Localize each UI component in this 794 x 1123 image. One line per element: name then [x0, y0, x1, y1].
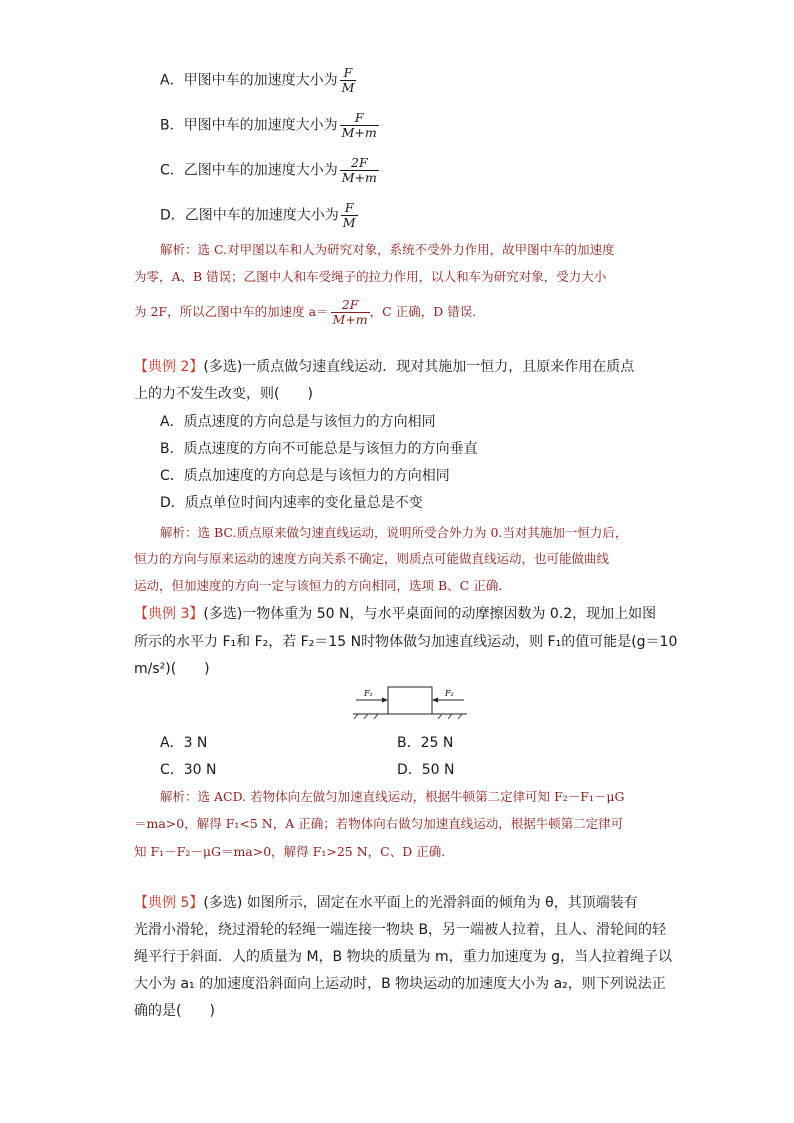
q1-option-a [160, 66, 356, 95]
q3-tag: 【典例 3】 [134, 606, 204, 622]
fraction-numerator: F [344, 200, 354, 215]
q2-tag: 【典例 2】 [134, 359, 204, 375]
q2-option-d: D．质点单位时间内速率的变化量总是不变 [160, 495, 423, 511]
q5-stem-line1 [134, 893, 638, 913]
ground-hatching [354, 714, 462, 719]
f1-arrowhead [382, 698, 388, 703]
q2-stem1: (多选)一质点做匀速直线运动．现对其施加一恒力，且原来作用在质点 [203, 359, 635, 375]
q1-option-b [160, 111, 379, 140]
q3-stem-line1 [134, 604, 656, 624]
fraction-denominator: M+m [332, 312, 368, 327]
fraction-denominator: M [341, 80, 355, 95]
q1-explanation-line3-pre: 为 2F，所以乙图中车的加速度 a＝ [134, 304, 329, 319]
fraction-numerator: 2F [351, 155, 368, 170]
q2-option-c: C．质点加速度的方向总是与该恒力的方向相同 [160, 468, 450, 484]
fraction [340, 66, 357, 95]
q2-explanation-line2: 恒力的方向与原来运动的速度方向关系不确定，则质点可能做直线运动，也可能做曲线 [134, 551, 610, 566]
q1-option-a-text: A．甲图中车的加速度大小为 [160, 72, 338, 89]
q3-stem-line2: 所示的水平力 F₁和 F₂，若 F₂＝15 N时物体做匀加速直线运动，则 F₁的值可能是(g＝10 [134, 634, 678, 650]
fraction [331, 298, 370, 327]
q3-option-c: C．30 N [160, 762, 217, 778]
q5-tag: 【典例 5】 [134, 895, 204, 911]
q3-option-d: D．50 N [397, 762, 455, 778]
q2-explanation-line3: 运动，但加速度的方向一定与该恒力的方向相同，选项 B、C 正确． [134, 578, 511, 593]
fraction-numerator: F [354, 110, 364, 125]
q3-explanation-line1: 解析：选 ACD. 若物体向左做匀加速直线运动，根据牛顿第二定律可知 F₂－F₁－μG [160, 789, 625, 804]
q1-option-c [160, 156, 379, 185]
fraction-numerator: F [343, 65, 353, 80]
fraction-numerator: 2F [341, 297, 359, 312]
q2-stem-line2: 上的力不发生改变，则( ) [134, 386, 313, 402]
q5-stem1: (多选) 如图所示，固定在水平面上的光滑斜面的倾角为 θ，其顶端装有 [203, 895, 638, 911]
q3-explanation-line2: ＝ma>0，解得 F₁<5 N，A 正确；若物体向右做匀加速直线运动，根据牛顿第二定律可 [134, 816, 624, 831]
fraction [340, 156, 379, 185]
q3-stem1: (多选)一物体重为 50 N，与水平桌面间的动摩擦因数为 0.2，现加上如图 [203, 606, 657, 622]
q2-stem-line1 [134, 357, 634, 377]
q5-stem-line5: 确的是( ) [134, 1003, 215, 1019]
q1-option-d [160, 201, 358, 230]
q2-option-b: B．质点速度的方向不可能总是与该恒力的方向垂直 [160, 441, 478, 457]
q1-option-d-text: D．乙图中车的加速度大小为 [160, 207, 339, 224]
q3-explanation-line3: 知 F₁－F₂－μG＝ma>0，解得 F₁>25 N，C、D 正确. [134, 844, 446, 859]
q1-option-c-text: C．乙图中车的加速度大小为 [160, 162, 338, 179]
q3-option-b: B．25 N [397, 735, 454, 751]
fraction-denominator: M [342, 215, 356, 230]
fraction-denominator: M+m [341, 125, 377, 140]
force-diagram [350, 684, 470, 720]
f1-label: F₁ [364, 689, 373, 698]
q2-option-a: A．质点速度的方向总是与该恒力的方向相同 [160, 414, 436, 430]
q5-stem-line2: 光滑小滑轮，绕过滑轮的轻绳一端连接一物块 B，另一端被人拉着，且人、滑轮间的轻 [134, 922, 667, 938]
block [388, 687, 432, 714]
q3-stem-line3: m/s²)( ) [134, 661, 210, 677]
q3-option-a: A．3 N [160, 735, 208, 751]
fraction-denominator: M+m [341, 170, 377, 185]
f2-label: F₂ [445, 689, 454, 698]
q5-stem-line4: 大小为 a₁ 的加速度沿斜面向上运动时，B 物块运动的加速度大小为 a₂，则下列说法正 [134, 976, 666, 992]
q2-explanation-line1: 解析：选 BC.质点原来做匀速直线运动，说明所受合外力为 0.当对其施加一恒力后， [160, 525, 628, 540]
fraction [341, 201, 358, 230]
q1-explanation-line1: 解析：选 C.对甲图以车和人为研究对象，系统不受外力作用，故甲图中车的加速度 [160, 242, 615, 257]
q1-explanation-line3-post: ，C 正确，D 错误. [369, 304, 477, 319]
fraction [340, 111, 379, 140]
f2-arrowhead [432, 698, 438, 703]
q1-explanation-line3 [134, 298, 476, 327]
q1-explanation-line2: 为零，A、B 错误；乙图中人和车受绳子的拉力作用，以人和车为研究对象，受力大小 [134, 269, 607, 284]
q5-stem-line3: 绳平行于斜面．人的质量为 M，B 物块的质量为 m，重力加速度为 g，当人拉着绳子以 [134, 949, 673, 965]
q1-option-b-text: B．甲图中车的加速度大小为 [160, 117, 338, 134]
